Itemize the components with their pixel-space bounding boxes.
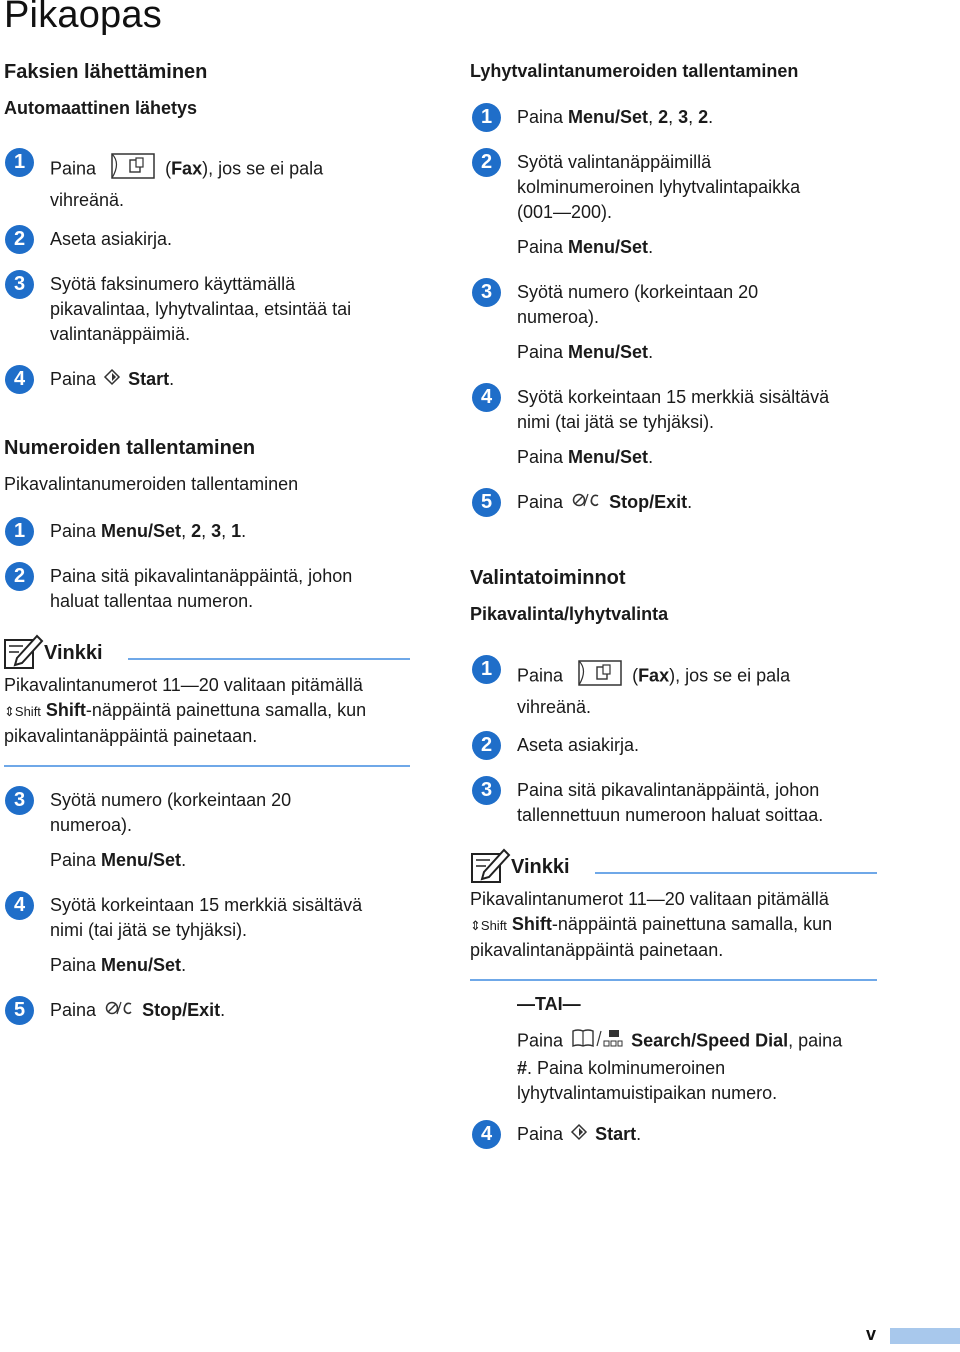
store-step-number-5: 5 — [5, 996, 34, 1025]
note-title: Vinkki — [44, 642, 103, 664]
note-top-rule — [595, 872, 877, 874]
r-step-number-2: 2 — [472, 148, 501, 177]
stop-exit-key-icon — [571, 491, 601, 516]
r-step-number-5: 5 — [472, 488, 501, 517]
store-step-2-text: Paina sitä pikavalintanäppäintä, johon haluat tallentaa numeron. — [50, 566, 353, 611]
r-step-4-text: Syötä korkeintaan 15 merkkiä sisältävä nimi (tai jätä se tyhjäksi). Paina Menu/Set. — [517, 387, 830, 467]
note-title: Vinkki — [511, 856, 570, 878]
section-heading-dialing: Valintatoiminnot — [470, 567, 626, 589]
pencil-note-icon — [470, 846, 512, 889]
footer-accent-bar — [890, 1328, 960, 1344]
r-step-number-1: 1 — [472, 103, 501, 132]
search-instruction: Paina Search/Speed Dial, paina #. Paina kolminumeroinen lyhytvalintamuistipaikan numero. — [517, 1027, 897, 1106]
step-number-3: 3 — [5, 270, 34, 299]
section-heading-store-numbers: Numeroiden tallentaminen — [4, 437, 256, 459]
step-1-text: Paina (Fax), jos se ei pala vihreänä. — [50, 151, 430, 213]
step-3-text: Syötä faksinumero käyttämällä pikavalintaa, lyhytvalintaa, etsintää tai valintanäppäimiä. — [50, 274, 352, 344]
page-number: v — [866, 1324, 877, 1344]
dial-step-number-4: 4 — [472, 1120, 501, 1149]
dial-step-4-text: Paina Start. — [517, 1122, 641, 1148]
subheading-store-one-touch: Lyhytvalintanumeroiden tallentaminen — [470, 61, 799, 81]
shift-key-icon: ⇕Shift — [4, 703, 41, 719]
r-step-1-text: Paina Menu/Set, 2, 3, 2. — [517, 107, 714, 127]
store-step-number-1: 1 — [5, 517, 34, 546]
shift-key-icon: ⇕Shift — [470, 917, 507, 933]
section-heading-fax-sending: Faksien lähettäminen — [4, 61, 208, 83]
dial-step-2-text: Aseta asiakirja. — [517, 735, 640, 755]
subheading-speed-dial: Pikavalinta/lyhytvalinta — [470, 604, 669, 624]
store-step-number-4: 4 — [5, 891, 34, 920]
search-speed-dial-key-icon — [571, 1027, 623, 1056]
dial-step-1-text: Paina (Fax), jos se ei pala vihreänä. — [517, 658, 897, 720]
note-bottom-rule — [470, 979, 877, 981]
start-key-icon — [570, 1123, 588, 1148]
stop-exit-key-icon — [104, 999, 134, 1024]
pencil-note-icon — [3, 632, 45, 675]
subheading-store-speed-dial: Pikavalintanumeroiden tallentaminen — [4, 474, 299, 494]
dial-step-3-text: Paina sitä pikavalintanäppäintä, johon tallennettuun numeroon haluat soittaa. — [517, 780, 824, 825]
store-step-number-2: 2 — [5, 562, 34, 591]
r-step-2-text: Syötä valintanäppäimillä kolminumeroinen lyhytvalintapaikka (001—200). Paina Menu/Set. — [517, 152, 801, 257]
or-separator: —TAI— — [517, 994, 581, 1014]
store-step-4-text: Syötä korkeintaan 15 merkkiä sisältävä nimi (tai jätä se tyhjäksi). Paina Menu/Set. — [50, 895, 363, 975]
dial-step-number-3: 3 — [472, 776, 501, 805]
store-step-1-text: Paina Menu/Set, 2, 3, 1. — [50, 521, 247, 541]
note-bottom-rule — [4, 765, 410, 767]
step-number-1: 1 — [5, 148, 34, 177]
r-step-number-3: 3 — [472, 278, 501, 307]
page-title: Pikaopas — [4, 0, 162, 36]
fax-key-icon — [576, 658, 624, 695]
dial-step-number-1: 1 — [472, 655, 501, 684]
subheading-auto-send: Automaattinen lähetys — [4, 98, 198, 118]
step-4-text: Paina Start. — [50, 367, 174, 393]
start-key-icon — [103, 368, 121, 393]
store-step-3-text: Syötä numero (korkeintaan 20 numeroa). Paina Menu/Set. — [50, 790, 292, 870]
note-body: Pikavalintanumerot 11—20 valitaan pitämällä ⇕Shift Shift-näppäintä painettuna samalla, kun pikavalintanäppäintä painetaan. — [470, 889, 833, 960]
store-step-5-text: Paina Stop/Exit. — [50, 998, 225, 1024]
store-step-number-3: 3 — [5, 786, 34, 815]
step-number-4: 4 — [5, 365, 34, 394]
note-body: Pikavalintanumerot 11—20 valitaan pitämällä ⇕Shift Shift-näppäintä painettuna samalla, kun pikavalintanäppäintä painetaan. — [4, 675, 367, 746]
r-step-5-text: Paina Stop/Exit. — [517, 490, 692, 516]
note-top-rule — [128, 658, 410, 660]
step-2-text: Aseta asiakirja. — [50, 229, 173, 249]
fax-key-icon — [109, 151, 157, 188]
step-number-2: 2 — [5, 225, 34, 254]
r-step-number-4: 4 — [472, 383, 501, 412]
dial-step-number-2: 2 — [472, 731, 501, 760]
r-step-3-text: Syötä numero (korkeintaan 20 numeroa). Paina Menu/Set. — [517, 282, 759, 362]
